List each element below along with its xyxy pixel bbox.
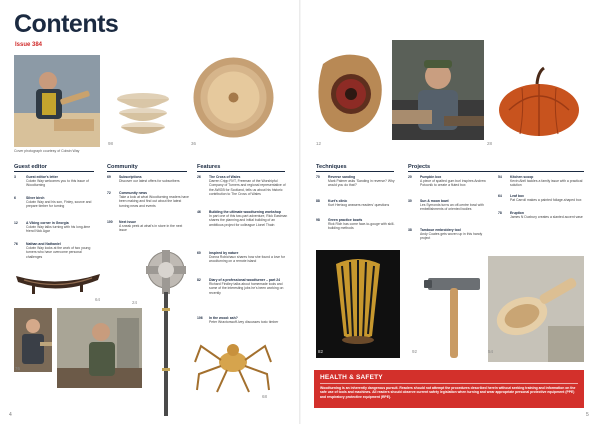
photo-number: 64 [95,297,101,302]
spider-photo [193,332,273,402]
page-gutter [299,0,301,424]
long-tray-photo [14,268,102,300]
section-heading-projects: Projects [408,164,584,172]
section-heading-features: Features [197,164,285,172]
cover-caption: Cover photograph courtesy of Colwin Way [14,149,80,153]
photo-number: 24 [132,300,138,305]
hammer-photo [420,270,488,362]
photo-number: 98 [108,141,114,146]
section-heading-guest-editor: Guest editor [14,164,94,172]
platter-photo [191,55,276,140]
young-turner-photo-2 [57,308,142,388]
bowls-photo [108,85,178,140]
contents-entry[interactable]: 64 Leaf box Pat Carroll makes a painted foliage-shaped box [498,194,582,203]
pumpkin-photo [494,62,584,140]
contents-entry[interactable]: 69 Subscriptions Discover our latest offers for subscribers [107,175,180,184]
health-safety-text: Woodturning is an inherently dangerous pursuit. Readers should not attempt the procedures described herein without seeking training and information on the safe use of tools and machines. All readers should observe current safety legislation when turning and wear appropriate personal protective equipment (PPE) and respiratory protective equipment (RPE). [320,386,576,399]
contents-entry[interactable]: 100 Next issue A sneak peek at what's in store in the next issue [107,220,183,233]
contents-entry[interactable]: 70 Reverse sanding Mark Palmer asks 'Sanding in reverse? Why would you do that?' [316,175,395,188]
contents-entry[interactable]: 20 Pumpkin box A piece of spalted gum burl inspires Andrew Potocnik to create a fluted box [408,175,486,188]
photo-number: 12 [316,141,322,146]
contents-entry[interactable]: 30 Sun & moon bowl Les Symonds turns an off-centre bowl with embellishments of oriented bodies [408,199,484,212]
cross-photo [142,248,190,420]
section-heading-techniques: Techniques [316,164,394,172]
photo-number: 54 [488,349,494,354]
photo-number: 68 [262,394,268,399]
contents-entry[interactable]: 12 A Viking corner in Georgia Colwin Way talks turning with his long-time friend Nick Agar [14,221,91,234]
contents-entry[interactable]: 3 Guest editor's letter Colwin Way welcomes you to this issue of Woodturning [14,175,89,188]
photo-number: 76 [15,366,21,371]
contents-entry[interactable]: 98 Green practice bowls Rick Rich has come face-to-gouge with skill-building methods [316,218,395,231]
scoop-photo [488,256,584,362]
photo-number: 82 [318,349,324,354]
striped-vase-photo [316,250,400,358]
health-safety-title: HEALTH & SAFETY [320,374,383,381]
issue-number: Issue 384 [15,42,43,48]
page-folio-left: 4 [9,412,12,418]
contents-entry[interactable]: 46 Building the ultimate woodturning workshop In part one of this two-part adventure, Rick Eastman shares the planning and initial building of an ambitious project for colleague Lionel Thain [197,210,288,227]
photo-number: 36 [191,141,197,146]
turner-cap-photo [392,40,484,140]
contents-entry[interactable]: 54 Kitchen scoop Kevin Abril tackles a family issue with a practical solution [498,175,583,188]
photo-number: 28 [487,141,493,146]
contents-entry[interactable]: 76 Nathan and Nathaniel Colwin Way looks at the work of two young turners who have overcome personal challenges [14,242,91,259]
page-folio-right: 5 [586,412,589,418]
photo-number: 92 [412,349,418,354]
contents-entry[interactable]: 26 The Cross of Wales Darren Cripp RVT, Freeman of the Worshipful Company of Turners and regional representative of the AWGB for Scotland, tells us about his historic contribution to The Cross of Wales [197,175,286,196]
young-turner-photo-1 [14,308,52,372]
health-safety-box [314,370,584,408]
contents-entry[interactable]: 72 Community news Take a look at what Woodturning readers have been making and find out about the latest turning news and events [107,191,189,208]
contents-entry[interactable]: 88 Kurt's clinic Kurt Hertzog answers readers' questions [316,199,390,208]
contents-entry[interactable]: 6 Silver birch Colwin Way and his son, Finley, source and prepare timber for turning [14,196,92,209]
section-heading-community: Community [107,164,187,172]
page-title: Contents [14,10,119,38]
cover-photo-turner [14,55,100,147]
contents-entry[interactable]: 38 Tambour embroidery tool Andy Coates gets woven up in this handy project [408,228,483,241]
contents-entry[interactable]: 82 Diary of a professional woodturner – part 24 Richard Findley talks about homemade tools and some of the interesting jobs he's been working on recently [197,278,284,295]
contents-entry[interactable]: 106 In the wood: ash? Peter Wraxtonwoff-Ivey discusses toxic timber [197,316,279,325]
health-safety-divider [320,383,578,384]
burl-bowl-photo [313,44,389,140]
contents-entry[interactable]: 60 Inspired by nature Donna Robichaux shares how she found a love for woodturning on a remote island [197,251,285,264]
contents-entry[interactable]: 78 Eruption James N Duxbury creates a slanted accent vase [498,211,583,220]
